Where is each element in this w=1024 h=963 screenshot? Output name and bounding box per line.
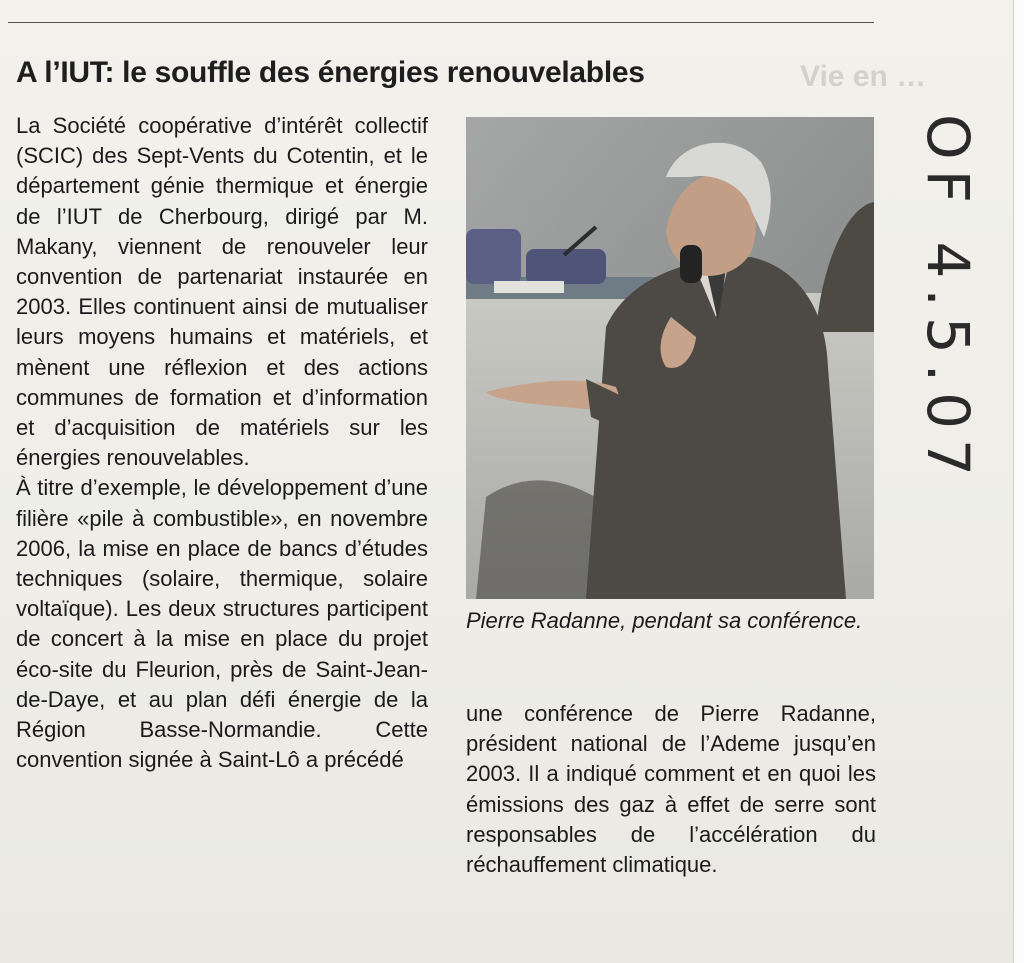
bleed-through-text: Vie en …	[800, 60, 927, 93]
photo-caption: Pierre Radanne, pendant sa conférence.	[466, 608, 863, 633]
top-rule	[8, 22, 874, 23]
handwritten-date: OF 4.5.07	[914, 114, 982, 486]
page-edge	[1013, 0, 1024, 963]
paragraph: une conférence de Pierre Radanne, président national de l’Ademe jusqu’en 2003. Il a indiqué comment et en quoi les émissions des gaz à effet de serre sont responsables de l’accélération du réchauffement climatique.	[466, 701, 876, 878]
paragraph: À titre d’exemple, le développement d’une filière «pile à combustible», en novembre 2006, la mise en place de bancs d’études techniques (solaire, thermique, solaire voltaïque). Les deux structures participent de concert à la mise en place du projet éco-site du Fleurion, près de Saint-Jean-de-Daye, et au plan défi énergie de la Région Basse-Normandie. Cette convention signée à Saint-Lô a précédé	[16, 475, 428, 773]
article-photo	[466, 117, 874, 599]
article-body-left-column	[16, 111, 428, 775]
paragraph: La Société coopérative d’intérêt collectif (SCIC) des Sept-Vents du Cotentin, et le département génie thermique et énergie de l’IUT de Cherbourg, dirigé par M. Makany, viennent de renouveler leur convention de partenariat instaurée en 2003. Elles continuent ainsi de mutualiser leurs moyens humains et matériels, et mènent une réflexion et des actions communes de formation et d’information et d’acquisition de matériels sur les énergies renouvelables.	[16, 113, 428, 471]
article-body-right-column	[466, 699, 876, 880]
article-headline: A l’IUT: le souffle des énergies renouvelables	[16, 56, 645, 89]
